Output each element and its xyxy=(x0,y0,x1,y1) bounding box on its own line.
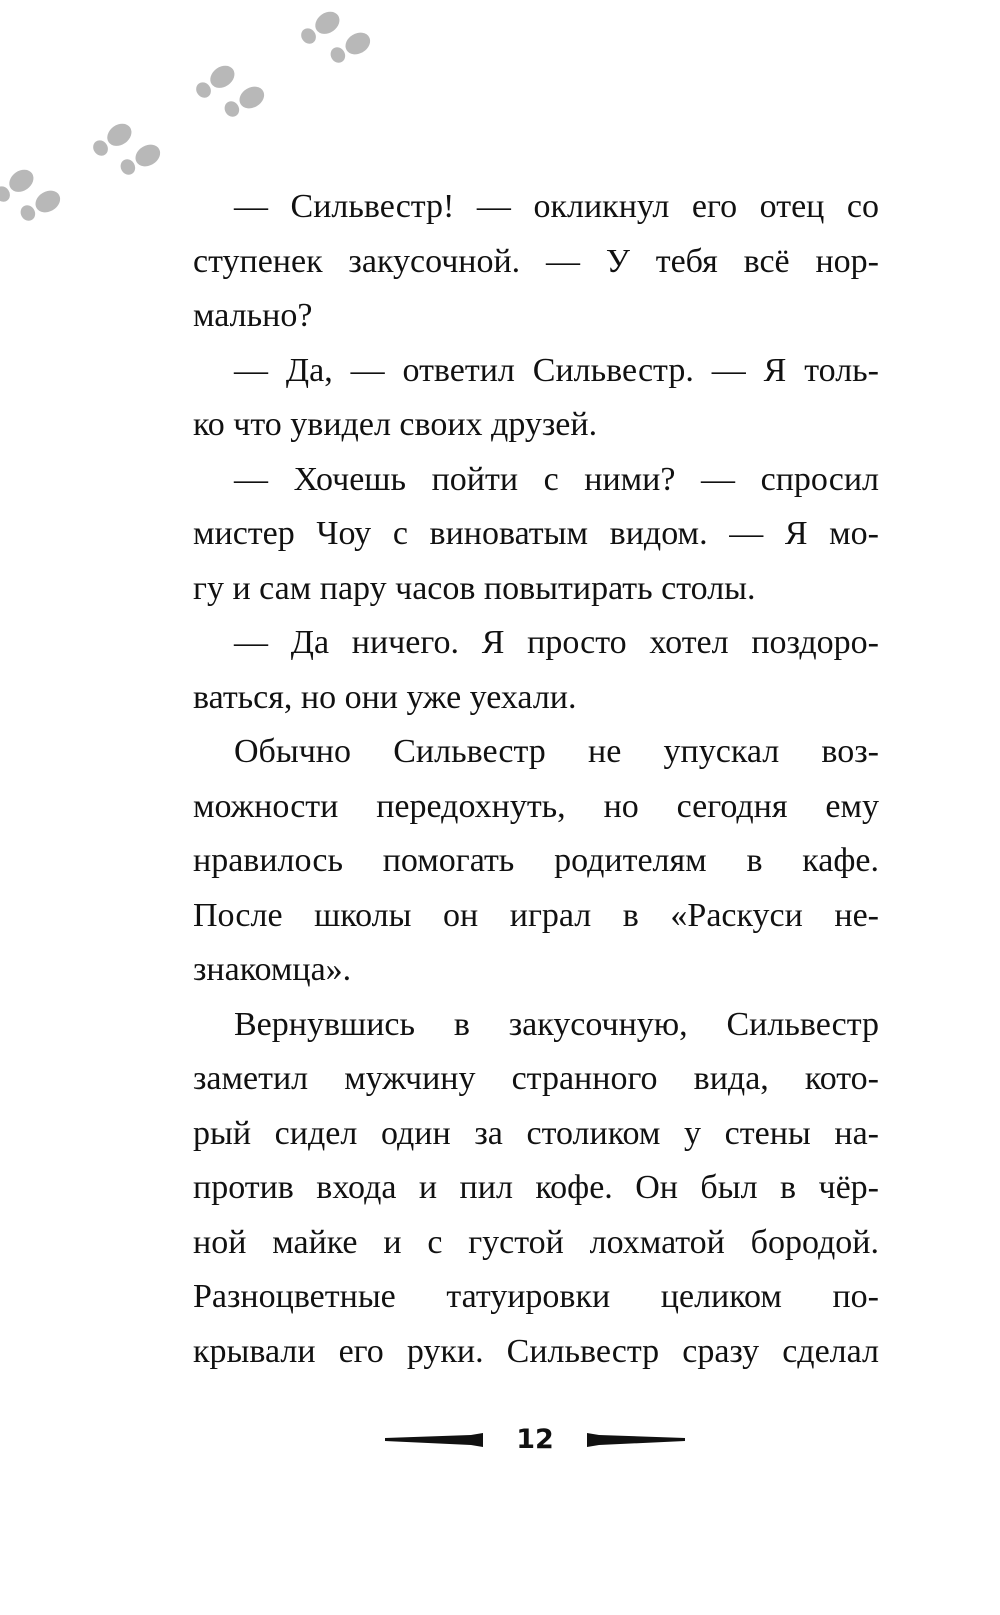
text-line: ко что увидел своих друзей. xyxy=(193,406,598,443)
text-line: знакомца». xyxy=(193,951,352,988)
text-line: против входа и пил кофе. Он был в чёр- xyxy=(193,1169,879,1206)
text-line: нравилось помогать родителям в кафе. xyxy=(193,842,879,879)
text-line: рый сидел один за столиком у стены на- xyxy=(193,1114,879,1152)
text-line: — Да ничего. Я просто хотел поздоро- xyxy=(234,624,879,661)
text-line: После школы он играл в «Раскуси не- xyxy=(193,896,879,934)
text-line: ступенек закусочной. — У тебя всё нор- xyxy=(193,242,879,280)
text-line: — Хочешь пойти с ними? — спросил xyxy=(234,460,879,498)
text-line: Обычно Сильвестр не упускал воз- xyxy=(234,733,879,770)
text-line: гу и сам пару часов повытирать столы. xyxy=(193,569,756,607)
text-line: — Сильвестр! — окликнул его отец со xyxy=(234,188,879,225)
text-line: — Да, — ответил Сильвестр. — Я толь- xyxy=(234,351,879,389)
text-line: Вернувшись в закусочную, Сильвестр xyxy=(234,1005,879,1043)
text-line: ной майке и с густой лохматой бородой. xyxy=(193,1223,879,1261)
text-line: крывали его руки. Сильвестр сразу сделал xyxy=(193,1332,879,1370)
text-line: заметил мужчину странного вида, кото- xyxy=(193,1060,879,1097)
page-body xyxy=(193,180,879,1379)
text-line: мально? xyxy=(193,297,313,334)
page-folio xyxy=(385,1420,685,1460)
text-line: Разноцветные татуировки целиком по- xyxy=(193,1278,879,1315)
text-line: можности передохнуть, но сегодня ему xyxy=(193,787,879,825)
folio-right-rule xyxy=(587,1432,685,1448)
page-number: 12 xyxy=(516,1424,554,1455)
text-line: ваться, но они уже уехали. xyxy=(193,678,577,716)
text-line: мистер Чоу с виноватым видом. — Я мо- xyxy=(193,515,879,552)
